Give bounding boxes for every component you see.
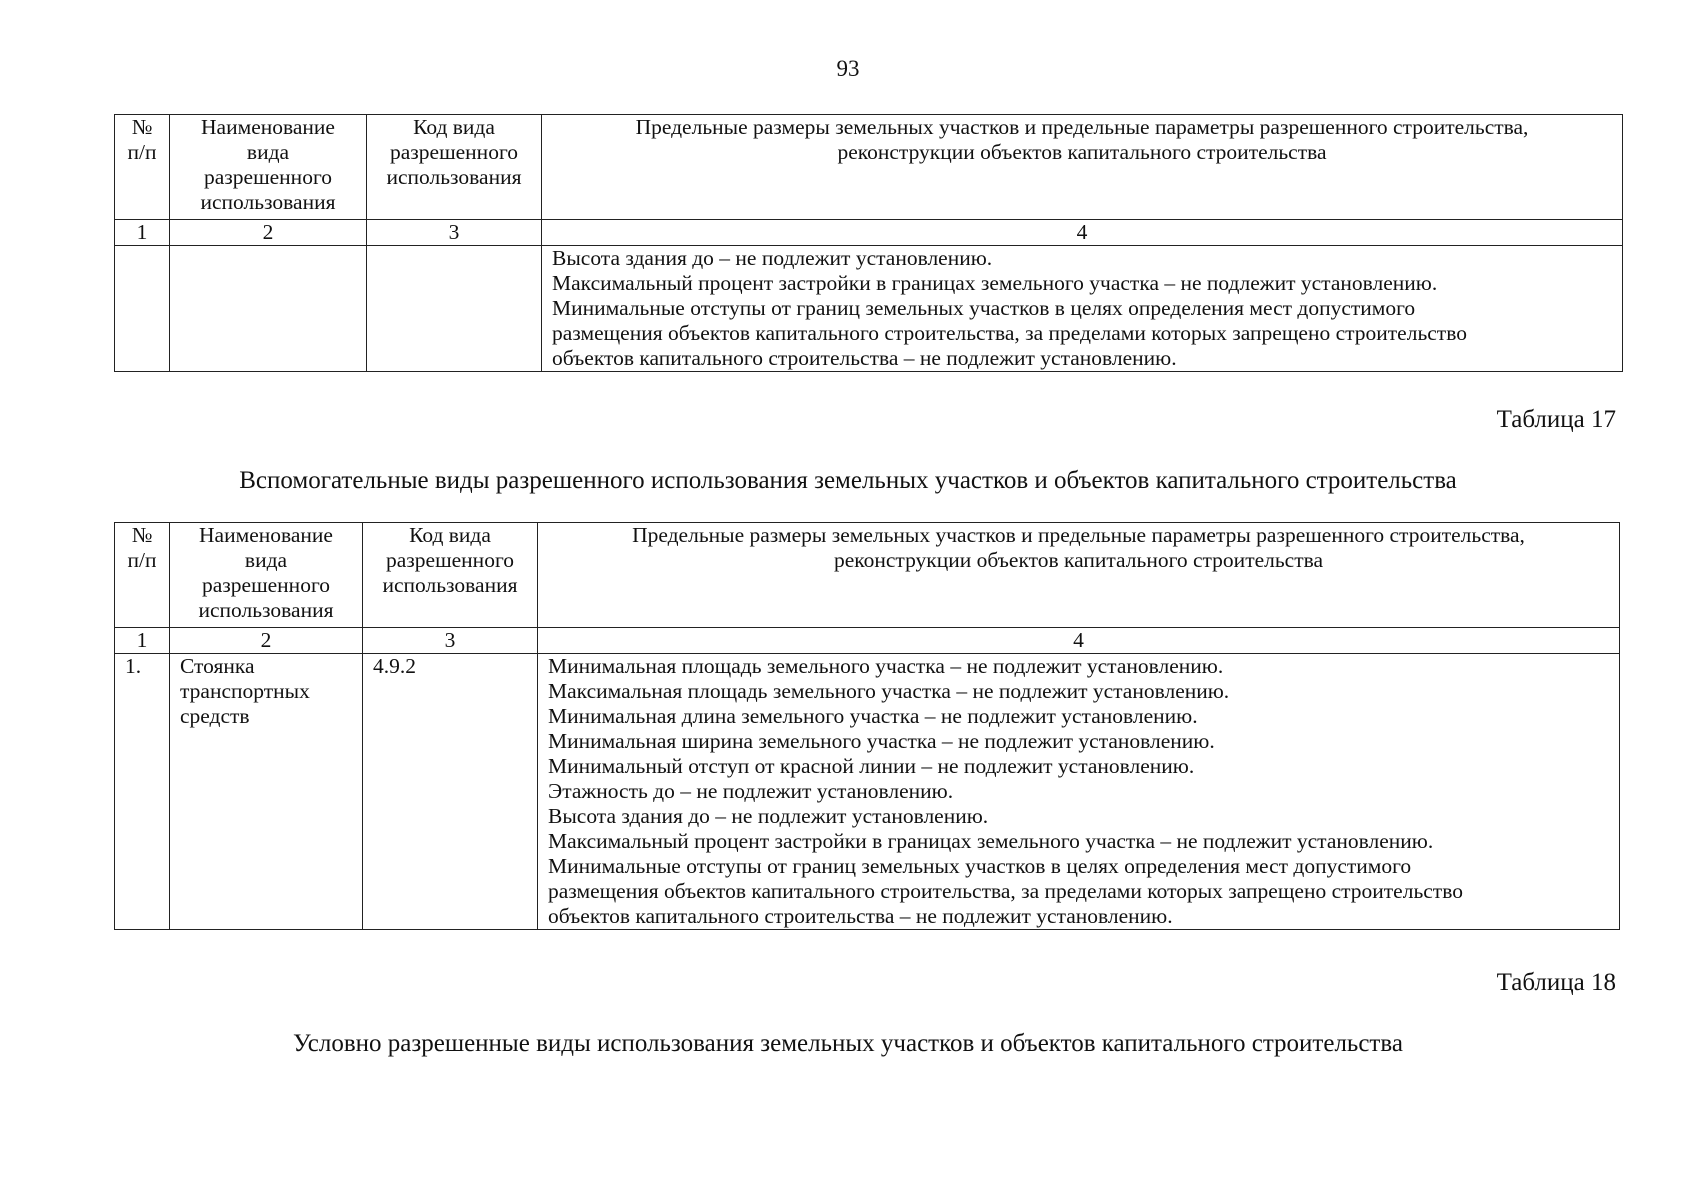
table-row	[115, 654, 1620, 930]
table-row	[115, 246, 1623, 372]
page-number: 93	[836, 56, 860, 81]
header-cell-name: Наименование вида разрешенного использования	[170, 115, 367, 220]
column-number: 2	[170, 628, 363, 654]
column-number: 2	[170, 220, 367, 246]
column-number: 1	[115, 628, 170, 654]
cell-number: 1.	[115, 654, 170, 930]
header-cell-code: Код вида разрешенного использования	[367, 115, 542, 220]
column-number: 3	[363, 628, 538, 654]
table-18-title: Условно разрешенные виды использования земельных участков и объектов капитального строительства	[293, 1030, 1403, 1057]
table-17	[114, 522, 1620, 930]
header-cell-params: Предельные размеры земельных участков и предельные параметры разрешенного строительства, реконструкции объектов капитального строительства	[542, 115, 1623, 220]
cell-name: Стоянка транспортных средств	[170, 654, 363, 930]
column-number: 1	[115, 220, 170, 246]
header-cell-code: Код вида разрешенного использования	[363, 523, 538, 628]
column-number: 4	[542, 220, 1623, 246]
cell-code: 4.9.2	[363, 654, 538, 930]
header-cell-number: № п/п	[115, 523, 170, 628]
table-17-label: Таблица 17	[1496, 406, 1616, 433]
header-cell-params: Предельные размеры земельных участков и предельные параметры разрешенного строительства, реконструкции объектов капитального строительства	[538, 523, 1620, 628]
table-header-row	[115, 523, 1620, 628]
header-cell-name: Наименование вида разрешенного использования	[170, 523, 363, 628]
cell-params: Высота здания до – не подлежит установлению. Максимальный процент застройки в границах земельного участка – не подлежит установлению. Минимальные отступы от границ земельных участков в целях определения мест допустимого размещения объектов капитального строительства, за пределами которых запрещено строительство объектов капитального строительства – не подлежит установлению.	[542, 246, 1623, 372]
table-header-row	[115, 115, 1623, 220]
cell-params: Минимальная площадь земельного участка – не подлежит установлению. Максимальная площадь земельного участка – не подлежит установлению. Минимальная длина земельного участка – не подлежит установлению. Минимальная ширина земельного участка – не подлежит установлению. Минимальный отступ от красной линии – не подлежит установлению. Этажность до – не подлежит установлению. Высота здания до – не подлежит установлению. Максимальный процент застройки в границах земельного участка – не подлежит установлению. Минимальные отступы от границ земельных участков в целях определения мест допустимого размещения объектов капитального строительства, за пределами которых запрещено строительство объектов капитального строительства – не подлежит установлению.	[538, 654, 1620, 930]
cell-number	[115, 246, 170, 372]
column-number: 4	[538, 628, 1620, 654]
column-number-row	[115, 628, 1620, 654]
cell-name	[170, 246, 367, 372]
cell-code	[367, 246, 542, 372]
column-number-row	[115, 220, 1623, 246]
table-continued	[114, 114, 1623, 372]
header-cell-number: № п/п	[115, 115, 170, 220]
table-17-title: Вспомогательные виды разрешенного использования земельных участков и объектов капитального строительства	[239, 467, 1457, 494]
column-number: 3	[367, 220, 542, 246]
table-18-label: Таблица 18	[1496, 969, 1616, 996]
